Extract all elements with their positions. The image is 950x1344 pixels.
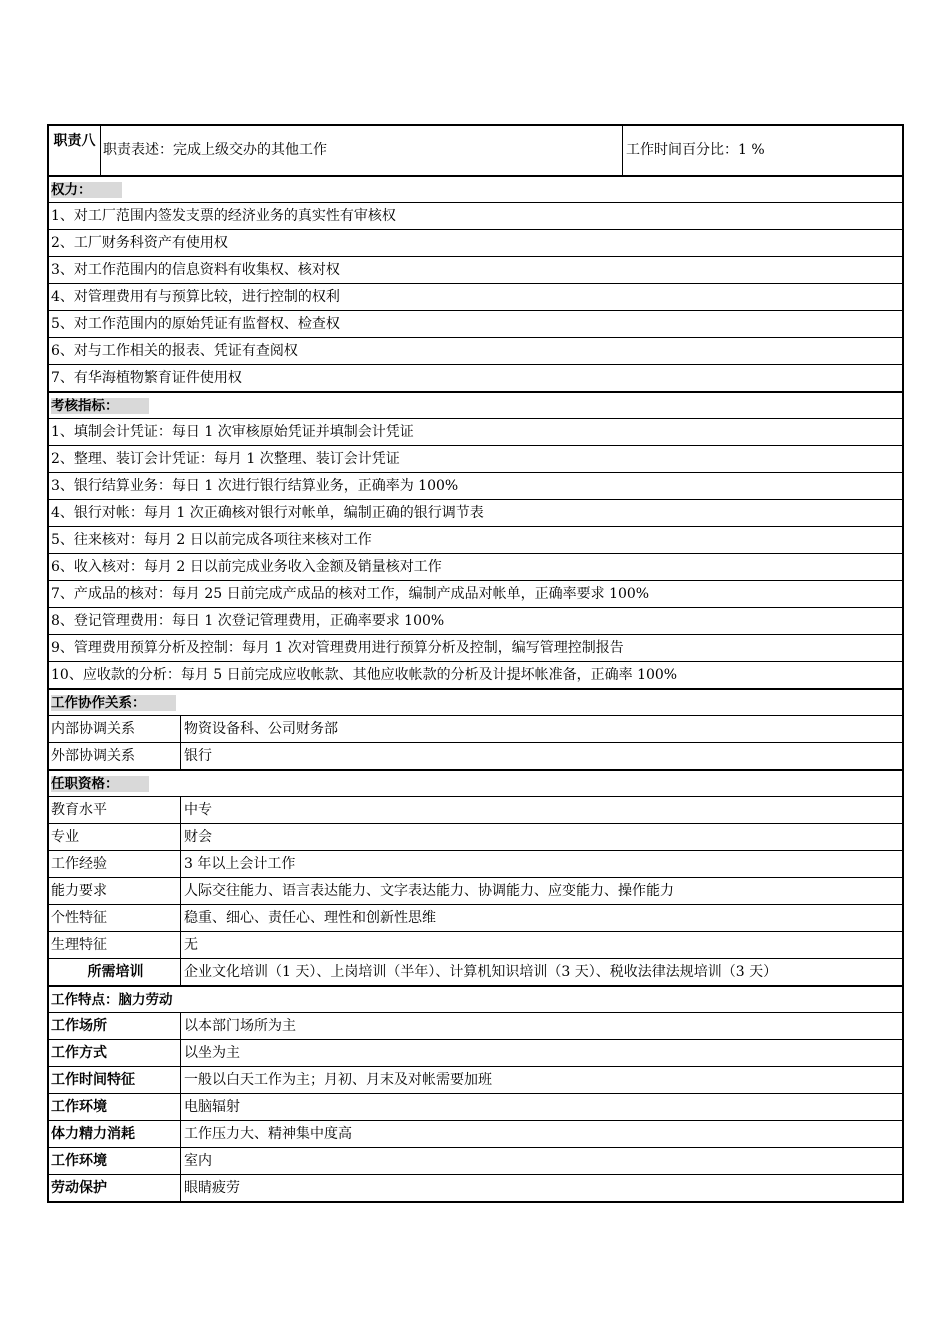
list-item: 10、应收款的分析：每月 5 日前完成应收帐款、其他应收帐款的分析及计提坏帐准备，正确率 100%: [49, 661, 902, 688]
duty-description: 职责表述：完成上级交办的其他工作: [101, 126, 623, 175]
features-header: [49, 985, 902, 1012]
table-row: 所需培训 企业文化培训（1 天）、上岗培训（半年）、计算机知识培训（3 天）、税收法律法规培训（3 天）: [49, 958, 902, 985]
list-item: 6、收入核对：每月 2 日以前完成业务收入金额及销量核对工作: [49, 553, 902, 580]
section-title: 考核指标：: [51, 398, 149, 414]
table-row: 能力要求 人际交往能力、语言表达能力、文字表达能力、协调能力、应变能力、操作能力: [49, 877, 902, 904]
duty-number: 职责八: [49, 126, 101, 175]
list-item: 4、银行对帐：每月 1 次正确核对银行对帐单，编制正确的银行调节表: [49, 499, 902, 526]
table-row: 外部协调关系 银行: [49, 742, 902, 769]
section-title: 工作协作关系：: [51, 695, 176, 711]
kpi-header: [49, 391, 902, 418]
list-item: 9、管理费用预算分析及控制：每月 1 次对管理费用进行预算分析及控制，编写管理控制报告: [49, 634, 902, 661]
list-item: 1、填制会计凭证：每日 1 次审核原始凭证并填制会计凭证: [49, 418, 902, 445]
qualification-header: [49, 769, 902, 796]
table-row: 生理特征 无: [49, 931, 902, 958]
section-title: 任职资格：: [51, 776, 149, 792]
duty-row: [49, 126, 902, 175]
list-item: 4、对管理费用有与预算比较，进行控制的权利: [49, 283, 902, 310]
list-item: 5、对工作范围内的原始凭证有监督权、检查权: [49, 310, 902, 337]
table-row: 体力精力消耗 工作压力大、精神集中度高: [49, 1120, 902, 1147]
list-item: 8、登记管理费用：每日 1 次登记管理费用，正确率要求 100%: [49, 607, 902, 634]
relations-header: [49, 688, 902, 715]
table-row: 工作环境 室内: [49, 1147, 902, 1174]
list-item: 1、对工厂范围内签发支票的经济业务的真实性有审核权: [49, 202, 902, 229]
section-title: 权力：: [51, 182, 122, 198]
table-row: 工作环境 电脑辐射: [49, 1093, 902, 1120]
table-row: 教育水平 中专: [49, 796, 902, 823]
table-row: 工作场所 以本部门场所为主: [49, 1012, 902, 1039]
authority-header: [49, 175, 902, 202]
list-item: 2、整理、装订会计凭证：每月 1 次整理、装订会计凭证: [49, 445, 902, 472]
job-description-table: [47, 124, 904, 1203]
list-item: 3、对工作范围内的信息资料有收集权、核对权: [49, 256, 902, 283]
table-row: 劳动保护 眼睛疲劳: [49, 1174, 902, 1201]
table-row: 工作经验 3 年以上会计工作: [49, 850, 902, 877]
table-row: 工作方式 以坐为主: [49, 1039, 902, 1066]
list-item: 2、工厂财务科资产有使用权: [49, 229, 902, 256]
section-title: 工作特点：脑力劳动: [51, 992, 173, 1008]
table-row: 内部协调关系 物资设备科、公司财务部: [49, 715, 902, 742]
list-item: 7、产成品的核对：每月 25 日前完成产成品的核对工作，编制产成品对帐单，正确率要求 100%: [49, 580, 902, 607]
table-row: 个性特征 稳重、细心、责任心、理性和创新性思维: [49, 904, 902, 931]
list-item: 6、对与工作相关的报表、凭证有查阅权: [49, 337, 902, 364]
list-item: 5、往来核对：每月 2 日以前完成各项往来核对工作: [49, 526, 902, 553]
list-item: 7、有华海植物繁育证件使用权: [49, 364, 902, 391]
duty-time-percent: 工作时间百分比：1 %: [626, 142, 765, 158]
list-item: 3、银行结算业务：每日 1 次进行银行结算业务，正确率为 100%: [49, 472, 902, 499]
table-row: 专业 财会: [49, 823, 902, 850]
table-row: 工作时间特征 一般以白天工作为主；月初、月末及对帐需要加班: [49, 1066, 902, 1093]
